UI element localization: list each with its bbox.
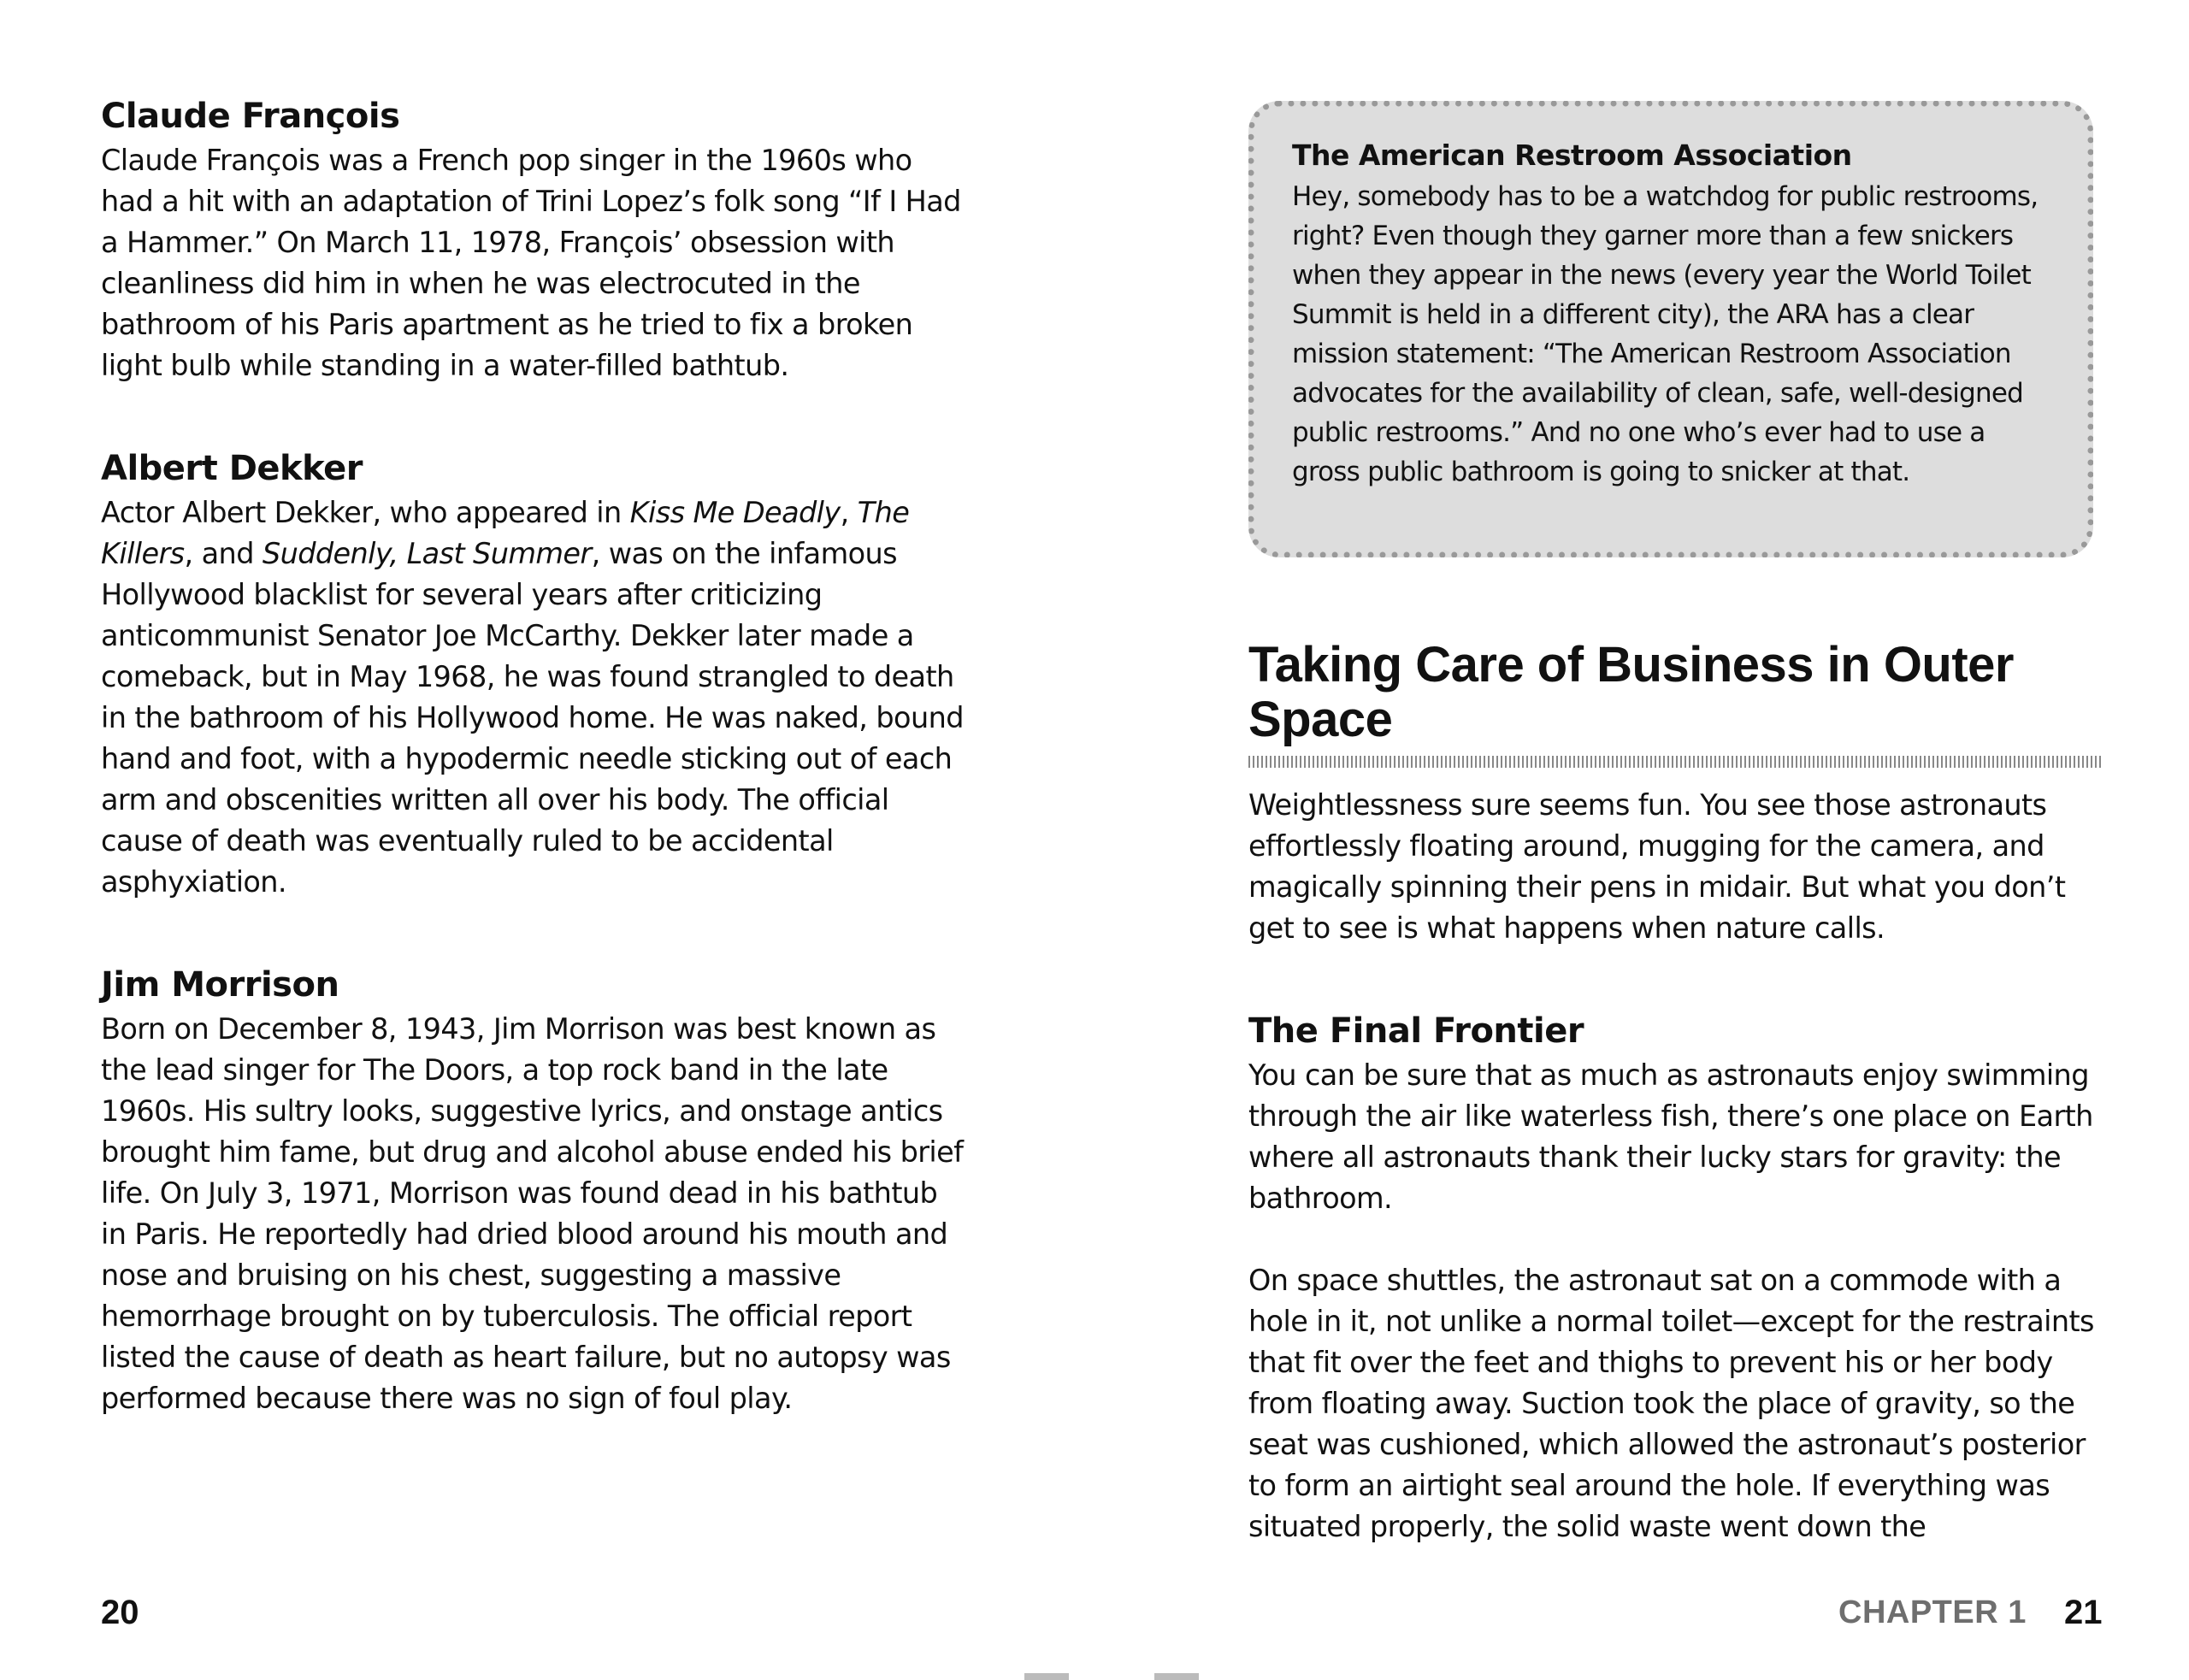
entry-claude-francois [101,92,965,386]
left-page [0,0,1094,1680]
entry-title: Albert Dekker [101,449,363,488]
paragraph: On space shuttles, the astronaut sat on a commode with a hole in it, not unlike a normal toilet—except for the restraints that fit over the feet and thighs to prevent his or her body from floating away. Suction took the place of gravity, so the seat was cushioned, which allowed the astronaut’s posterior to form an airtight seal around the hole. If everything was situated properly, the solid waste went down the [1248,1264,2094,1543]
page-number-right: 21 [2064,1594,2103,1631]
chapter-label: CHAPTER 1 [1838,1595,2027,1630]
sidebar-box [1248,101,2093,557]
entry-body: Born on December 8, 1943, Jim Morrison was best known as the lead singer for The Doors, a top rock band in the late 1960s. His sultry looks, suggestive lyrics, and onstage antics brought him fame, but drug and alcohol abuse ended his brief life. On July 3, 1971, Morrison was found dead in his bathtub in Paris. He reportedly had dried blood around his mouth and nose and bruising on his chest, suggesting a massive hemorrhage brought on by tuberculosis. The official report listed the cause of death as heart failure, but no autopsy was performed because there was no sign of foul play. [101,1012,964,1415]
intro-paragraph: Weightlessness sure seems fun. You see those astronauts effortlessly floating around, mugging for the camera, and magically spinning their pens in midair. But what you don’t get to see is what happens when nature calls. [1248,788,2066,945]
body-prefix: Actor Albert Dekker, who appeared in [101,496,630,529]
sidebar-body: Hey, somebody has to be a watchdog for public restrooms, right? Even though they garner more than a few snickers when they appear in the news (every year the World Toilet Summit is held in a different city), the ARA has a clear mission statement: “The American Restroom Association advocates for the availability of clean, safe, well-designed public restrooms.” And no one who’s ever had to use a gross public bathroom is going to snicker at that. [1292,181,2039,487]
sidebar-title: The American Restroom Association [1292,139,1852,172]
film-title: The Killers [101,496,910,570]
left-column [101,92,965,1477]
separator: , [840,496,858,529]
entry-body [101,492,965,903]
entry-title: Claude François [101,97,400,136]
trim-mark [1024,1673,1069,1680]
trim-mark [1154,1673,1199,1680]
paragraph: You can be sure that as much as astronauts enjoy swimming through the air like waterless fish, there’s one place on Earth where all astronauts thank their lucky stars for gravity: the bathroom. [1248,1058,2093,1215]
heading-rule [1248,756,2103,768]
body-suffix: , was on the infamous Hollywood blacklist for several years after criticizing anticommunist Senator Joe McCarthy. Dekker later made a comeback, but in May 1968, he was found strangled to death in the bathroom of his Hollywood home. He was naked, bound hand and foot, with a hypodermic needle sticking out of each arm and obscenities written all over his body. The official cause of death was eventually ruled to be accidental asphyxiation. [101,537,964,899]
entry-albert-dekker [101,445,965,903]
film-title: Kiss Me Deadly [629,496,841,529]
entry-jim-morrison [101,961,965,1419]
page-number-left: 20 [101,1594,139,1631]
film-title: Suddenly, Last Summer [262,537,592,570]
right-page [1094,0,2189,1680]
separator: , and [184,537,263,570]
entry-body: Claude François was a French pop singer in the 1960s who had a hit with an adaptation of Trini Lopez’s folk song “If I Had a Hammer.” On March 11, 1978, François’ obsession with cleanliness did him in when he was electrocuted in the bathroom of his Paris apartment as he tried to fix a broken light bulb while standing in a water-filled bathtub. [101,144,961,382]
section-heading: Taking Care of Business in Outer Space [1248,637,2015,747]
right-column [1248,785,2103,1547]
subheading: The Final Frontier [1248,1011,1584,1051]
entry-title: Jim Morrison [101,965,339,1005]
